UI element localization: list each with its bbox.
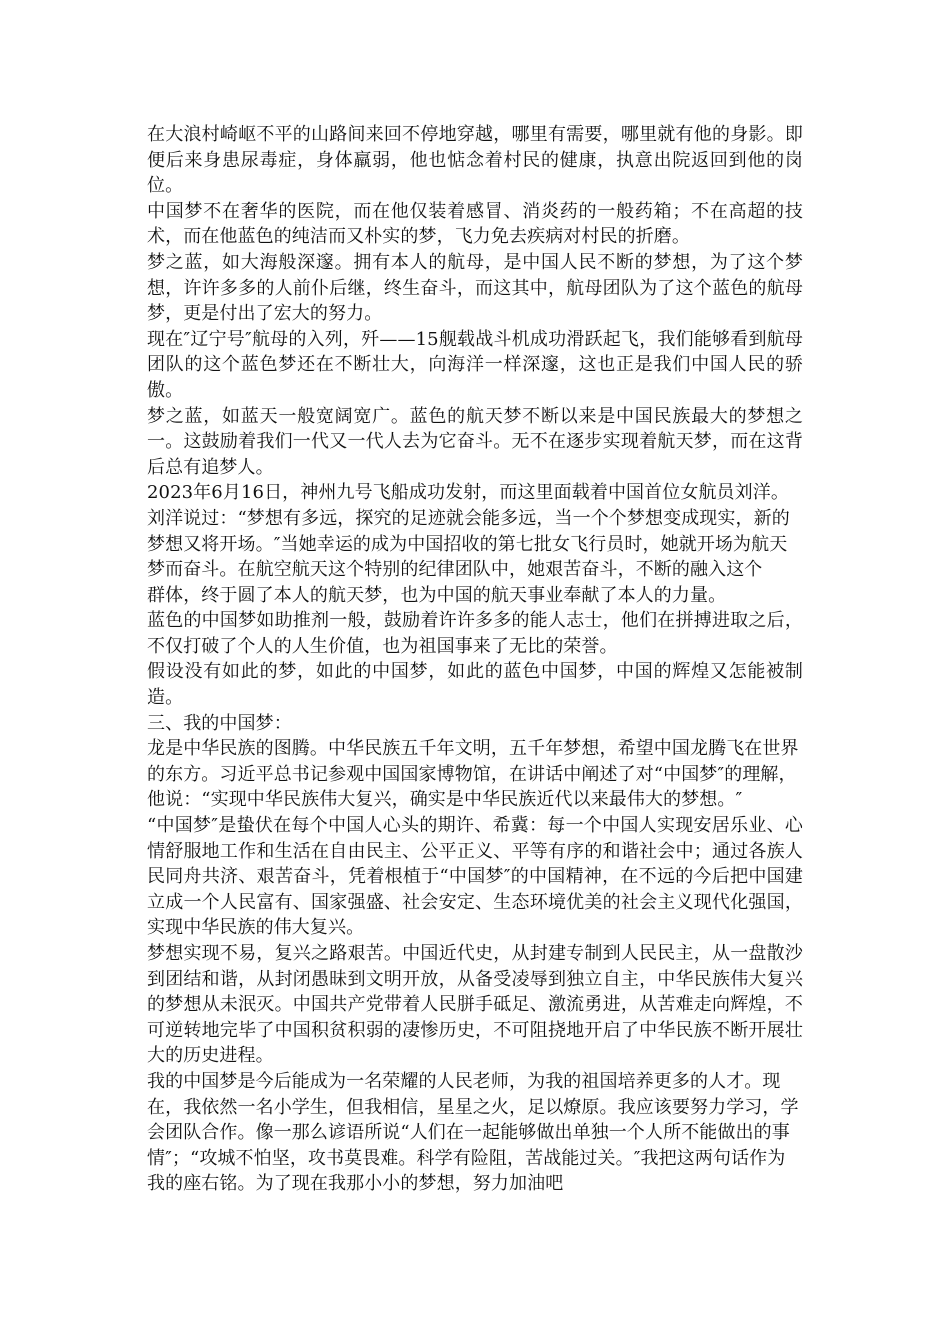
document-body [147,122,803,1197]
paragraph-6: 2023年6月16日，神州九号飞船成功发射，而这里面载着中国首位女航员刘洋。刘洋说过：“梦想有多远，探究的足迹就会能多远，当一个个梦想变成现实，新的梦想又将开场。″当她幸运的成为中国招收的第七批女飞行员时，她就开场为航天梦而奋斗。在航空航天这个特别的纪律团队中，她艰苦奋斗，不断的融入这个 [147,482,790,581]
section-heading: 三、我的中国梦： [147,712,292,734]
paragraph-2: 中国梦不在奢华的医院，而在他仅装着感冒、消炎药的一般药箱；不在高超的技术，而在他蓝色的纯洁而又朴实的梦，飞力免去疾病对村民的折磨。 [147,200,803,248]
paragraph-4: 现在″辽宁号″航母的入列，歼——15舰载战斗机成功滑跃起飞，我们能够看到航母团队的这个蓝色梦还在不断壮大，向海洋一样深邃，这也正是我们中国人民的骄傲。 [147,328,803,401]
paragraph-13: 梦想实现不易，复兴之路艰苦。中国近代史，从封建专制到人民民主，从一盘散沙到团结和谐，从封闭愚昧到文明开放，从备受凌辱到独立自主，中华民族伟大复兴的梦想从未泯灭。中国共产党带着人民胼手砥足、激流勇进，从苦难走向辉煌，不可逆转地完毕了中国积贫积弱的凄惨历史，不可阻挠地开启了中华民族不断开展壮大的历史进程。 [147,943,803,1067]
paragraph-14: 我的中国梦是今后能成为一名荣耀的人民老师，为我的祖国培养更多的人才。现在，我依然一名小学生，但我相信，星星之火，足以燎原。我应该要努力学习，学会团队合作。像一那么谚语所说“人们在一起能够做出单独一个人所不能做出的事情″；“攻城不怕坚，攻书莫畏难。科学有险阻，苦战能过关。″我把这两句话作为我的座右铭。为了现在我那小小的梦想，努力加油吧 [147,1070,799,1195]
paragraph-12: “中国梦″是蛰伏在每个中国人心头的期许、希冀：每一个中国人实现安居乐业、心情舒服地工作和生活在自由民主、公平正义、平等有序的和谐社会中；通过各族人民同舟共济、艰苦奋斗，凭着根植于“中国梦″的中国精神，在不远的今后把中国建立成一个人民富有、国家强盛、社会安定、生态环境优美的社会主义现代化强国，实现中华民族的伟大复兴。 [147,815,803,939]
paragraph-9: 假设没有如此的梦，如此的中国梦，如此的蓝色中国梦，中国的辉煌又怎能被制造。 [147,661,803,709]
paragraph-1: 在大浪村崎岖不平的山路间来回不停地穿越，哪里有需要，哪里就有他的身影。即便后来身患尿毒症，身体羸弱，他也惦念着村民的健康，执意出院返回到他的岗位。 [147,124,803,197]
paragraph-11: 龙是中华民族的图腾。中华民族五千年文明，五千年梦想，希望中国龙腾飞在世界的东方。习近平总书记参观中国国家博物馆，在讲话中阐述了对“中国梦″的理解，他说：“实现中华民族伟大复兴，确实是中华民族近代以来最伟大的梦想。″ [147,738,799,811]
paragraph-8: 蓝色的中国梦如助推剂一般，鼓励着许许多多的能人志士，他们在拼搏进取之后，不仅打破了个人的人生价值，也为祖国事来了无比的荣誉。 [147,610,803,657]
paragraph-7: 群体，终于圆了本人的航天梦，也为中国的航天事业奉献了本人的力量。 [147,584,727,606]
paragraph-3: 梦之蓝，如大海般深邃。拥有本人的航母，是中国人民不断的梦想，为了这个梦想，许许多多的人前仆后继，终生奋斗，而这其中，航母团队为了这个蓝色的航母梦，更是付出了宏大的努力。 [147,251,803,325]
paragraph-5: 梦之蓝，如蓝天一般宽阔宽广。蓝色的航天梦不断以来是中国民族最大的梦想之一。这鼓励着我们一代又一代人去为它奋斗。无不在逐步实现着航天梦，而在这背后总有追梦人。 [147,405,803,478]
